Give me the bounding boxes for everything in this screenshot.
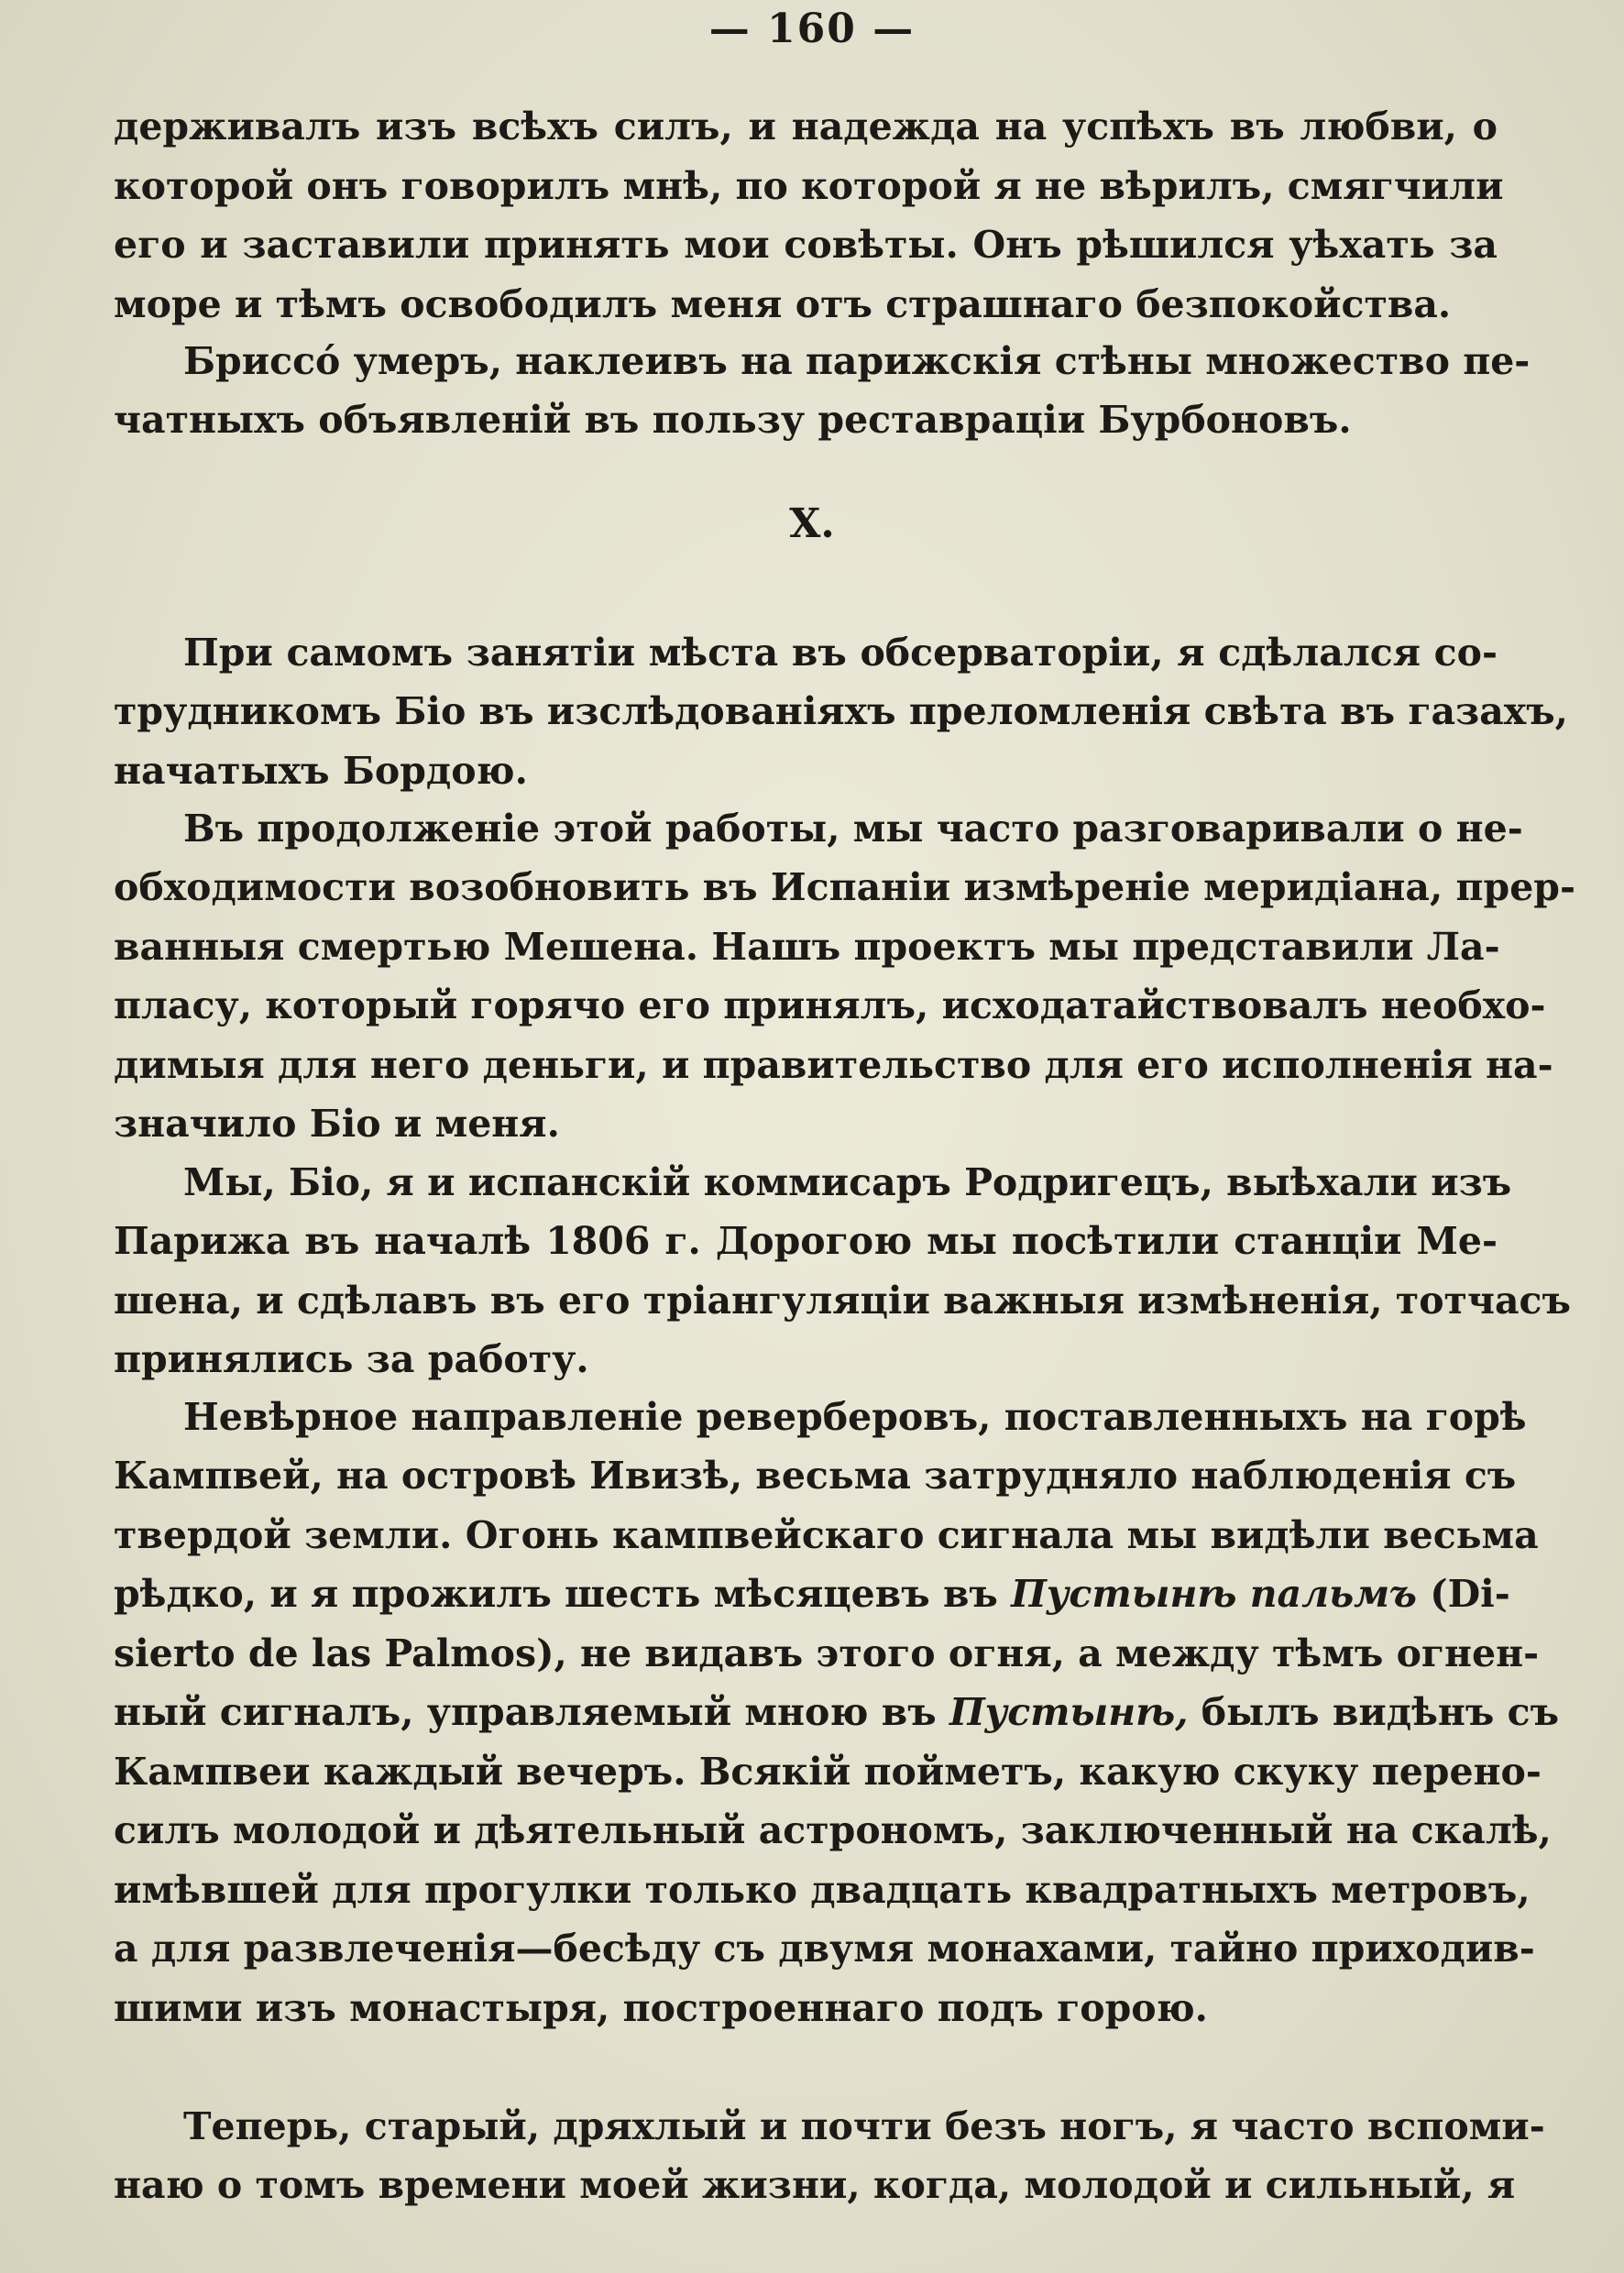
text-line — [114, 1565, 1510, 1624]
text-line: При самомъ занятіи мѣста въ обсерваторіи, я сдѣлался со- — [183, 631, 1498, 675]
text-line: пласу, который горячо его принялъ, исходатайствовалъ необхо- — [114, 983, 1546, 1027]
paragraph-6 — [183, 1388, 1527, 1447]
text-line: Въ продолженіе этой работы, мы часто разговаривали о не- — [183, 807, 1523, 851]
text-line: ванныя смертью Мешена. Нашъ проектъ мы представили Ла- — [114, 924, 1500, 969]
text-line: наю о томъ времени моей жизни, когда, молодой и сильный, я — [114, 2163, 1516, 2207]
text-line: силъ молодой и дѣятельный астрономъ, заключенный на скалѣ, — [114, 1808, 1552, 1852]
paragraph-4-cont — [114, 858, 1575, 1154]
text-line — [114, 1683, 1560, 1742]
text-line: шена, и сдѣлавъ въ его тріангуляціи важныя измѣненія, тотчасъ — [114, 1278, 1571, 1323]
chapter-heading: X. — [789, 500, 835, 547]
text-line: Теперь, старый, дряхлый и почти безъ ногъ, я часто вспоми- — [183, 2104, 1545, 2148]
text-line: а для развлеченія—бесѣду съ двумя монахами, тайно приходив- — [114, 1927, 1535, 1971]
italic-title: Пустынѣ пальмъ — [1011, 1572, 1417, 1616]
page-number: — 160 — — [708, 5, 916, 52]
text-line: его и заставили принять мои совѣты. Онъ рѣшился уѣхать за — [114, 223, 1498, 267]
italic-title: Пустынѣ, — [949, 1690, 1189, 1734]
text-line: Кампвей, на островѣ Ивизѣ, весьма затрудняло наблюденія съ — [114, 1454, 1517, 1498]
text-line: sierto de las Palmos), не видавъ этого огня, а между тѣмъ огнен- — [114, 1631, 1540, 1675]
paragraph-3-cont — [114, 682, 1568, 800]
text-line: держивалъ изъ всѣхъ силъ, и надежда на успѣхъ въ любви, о — [114, 104, 1498, 148]
paragraph-2 — [183, 332, 1531, 391]
text-line: начатыхъ Бордою. — [114, 748, 528, 793]
text-line: значило Біо и меня. — [114, 1102, 560, 1146]
text-line: Невѣрное направленіе ревербeровъ, поставленныхъ на горѣ — [183, 1395, 1527, 1439]
paragraph-7 — [183, 2097, 1545, 2157]
paragraph-4 — [183, 799, 1523, 859]
paragraph-5 — [183, 1153, 1512, 1213]
text-line: димыя для него деньги, и правительство для его исполненія на- — [114, 1042, 1553, 1087]
text-line: твердой земли. Огонь кампвейскаго сигнала мы видѣли весьма — [114, 1512, 1539, 1557]
text-line: шими изъ монастыря, построеннаго подъ горою. — [114, 1985, 1208, 2030]
text-line: Парижа въ началѣ 1806 г. Дорогою мы посѣтили станціи Ме- — [114, 1219, 1498, 1263]
text-line: море и тѣмъ освободилъ меня отъ страшнаго безпокойства. — [114, 281, 1452, 326]
paragraph-2-cont — [114, 390, 1498, 450]
paragraph-3 — [183, 623, 1498, 683]
text-line: принялись за работу. — [114, 1337, 589, 1381]
paragraph-5-cont — [114, 1212, 1571, 1389]
text-line: чатныхъ объявленій въ пользу реставраціи Бурбоновъ. — [114, 398, 1352, 442]
text-line: Бриссо́ умеръ, наклеивъ на парижскія стѣны множество пе- — [183, 339, 1531, 383]
paragraph-6-cont — [114, 1446, 1560, 2037]
text-run: рѣдко, и я прожилъ шесть мѣсяцевъ въ — [114, 1572, 998, 1616]
text-run: (Di- — [1430, 1572, 1510, 1616]
text-line: Кампвеи каждый вечеръ. Всякій пойметъ, какую скуку перено- — [114, 1749, 1542, 1794]
paragraph-7-cont — [114, 2156, 1516, 2215]
text-run: ный сигналъ, управляемый мною въ — [114, 1690, 937, 1734]
paragraph-1 — [114, 97, 1504, 334]
text-line: трудникомъ Біо въ изслѣдованіяхъ преломленія свѣта въ газахъ, — [114, 689, 1568, 733]
text-line: которой онъ говорилъ мнѣ, по которой я не вѣрилъ, смягчили — [114, 163, 1504, 208]
text-line: имѣвшей для прогулки только двадцать квадратныхъ метровъ, — [114, 1867, 1531, 1912]
text-line: обходимости возобновить въ Испаніи измѣреніе меридіана, прер- — [114, 865, 1575, 909]
text-line: Мы, Біо, я и испанскій коммисаръ Родригецъ, выѣхали изъ — [183, 1160, 1512, 1204]
text-run: былъ видѣнъ съ — [1201, 1690, 1560, 1734]
